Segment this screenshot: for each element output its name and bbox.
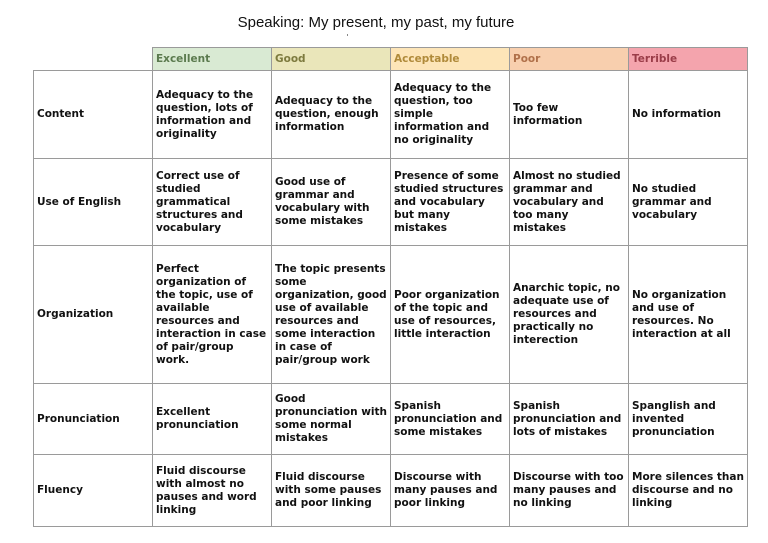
- row-label: Content: [34, 71, 153, 159]
- table-cell: Good pronunciation with some normal mistakes: [272, 384, 391, 455]
- table-cell: Adequacy to the question, lots of information and originality: [153, 71, 272, 159]
- rubric-table: [33, 47, 748, 527]
- table-cell: Good use of grammar and vocabulary with some mistakes: [272, 159, 391, 246]
- table-cell: Adequacy to the question, enough information: [272, 71, 391, 159]
- table-cell: Perfect organization of the topic, use of available resources and interaction in case of pair/group work.: [153, 246, 272, 384]
- table-row-use-of-english: [34, 159, 748, 246]
- header-good: Good: [272, 48, 391, 71]
- row-label: Use of English: [34, 159, 153, 246]
- header-poor: Poor: [510, 48, 629, 71]
- table-row-content: [34, 71, 748, 159]
- table-cell: Spanish pronunciation and lots of mistakes: [510, 384, 629, 455]
- table-cell: Anarchic topic, no adequate use of resources and practically no interection: [510, 246, 629, 384]
- header-acceptable: Acceptable: [391, 48, 510, 71]
- table-cell: Fluid discourse with almost no pauses and word linking: [153, 455, 272, 527]
- table-cell: No organization and use of resources. No interaction at all: [629, 246, 748, 384]
- table-row-pronunciation: [34, 384, 748, 455]
- table-cell: Fluid discourse with some pauses and poor linking: [272, 455, 391, 527]
- header-row: [34, 48, 748, 71]
- table-cell: Presence of some studied structures and vocabulary but many mistakes: [391, 159, 510, 246]
- table-cell: Poor organization of the topic and use of resources, little interaction: [391, 246, 510, 384]
- header-excellent: Excellent: [153, 48, 272, 71]
- table-row-organization: [34, 246, 748, 384]
- table-cell: Discourse with many pauses and poor linking: [391, 455, 510, 527]
- header-terrible: Terrible: [629, 48, 748, 71]
- table-cell: Spanglish and invented pronunciation: [629, 384, 748, 455]
- table-cell: Spanish pronunciation and some mistakes: [391, 384, 510, 455]
- table-cell: No information: [629, 71, 748, 159]
- table-cell: The topic presents some organization, good use of available resources and some interaction in case of pair/group work: [272, 246, 391, 384]
- row-label: Organization: [34, 246, 153, 384]
- table-cell: Excellent pronunciation: [153, 384, 272, 455]
- table-cell: Adequacy to the question, too simple information and no originality: [391, 71, 510, 159]
- table-cell: Discourse with too many pauses and no linking: [510, 455, 629, 527]
- table-cell: Correct use of studied grammatical structures and vocabulary: [153, 159, 272, 246]
- page-title: Speaking: My present, my past, my future: [237, 14, 515, 31]
- table-row-fluency: [34, 455, 748, 527]
- corner-cell: [34, 48, 153, 71]
- table-cell: No studied grammar and vocabulary: [629, 159, 748, 246]
- table-cell: More silences than discourse and no linking: [629, 455, 748, 527]
- row-label: Fluency: [34, 455, 153, 527]
- table-cell: Too few information: [510, 71, 629, 159]
- row-label: Pronunciation: [34, 384, 153, 455]
- decorative-mark: [347, 34, 348, 36]
- table-cell: Almost no studied grammar and vocabulary and too many mistakes: [510, 159, 629, 246]
